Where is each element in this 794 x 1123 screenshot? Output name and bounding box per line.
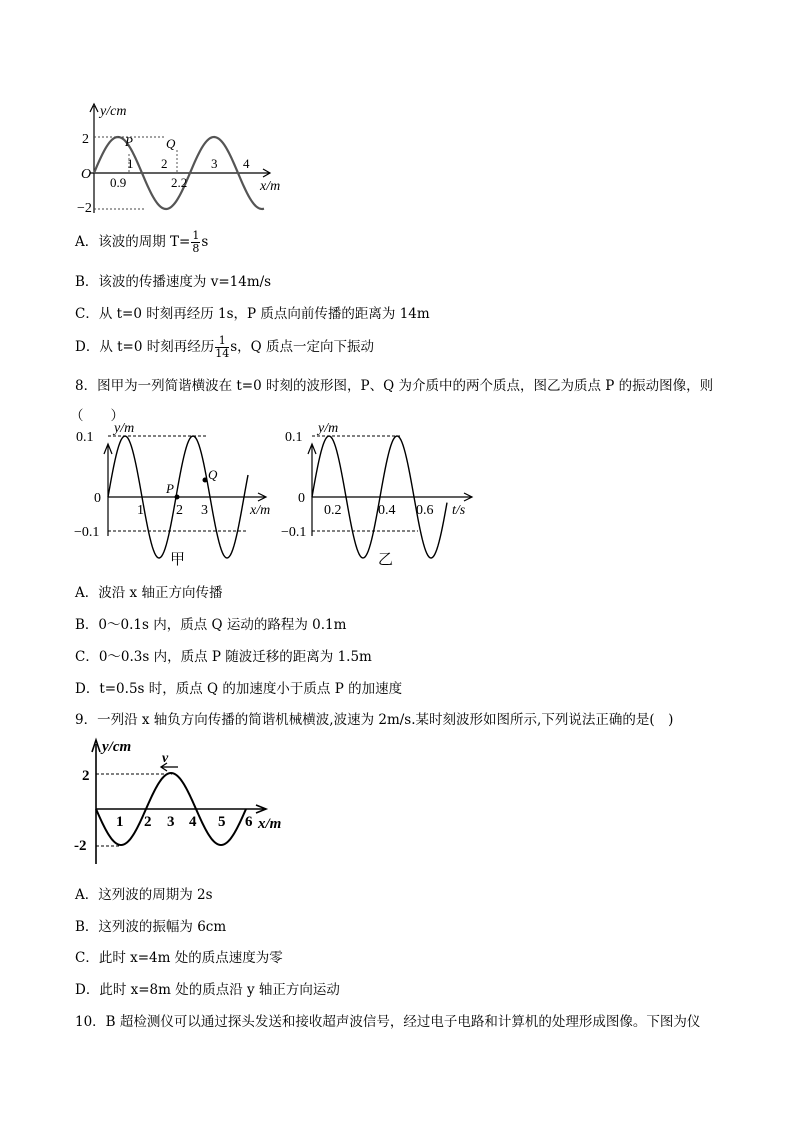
q8-option-c: C．0～0.3s 内，质点 P 随波迁移的距离为 1.5m bbox=[75, 649, 372, 665]
y-max-label: 2 bbox=[82, 132, 89, 147]
x-tick-1: 1 bbox=[116, 814, 124, 830]
t-axis-label: t/s bbox=[452, 503, 466, 518]
figure-caption: 乙 bbox=[378, 552, 394, 568]
x-tick-5: 5 bbox=[218, 814, 226, 830]
q7-option-b: B．该波的传播速度为 v=14m/s bbox=[75, 274, 272, 290]
t-tick-0-2: 0.2 bbox=[324, 503, 342, 518]
y-axis-label: y/m bbox=[114, 421, 135, 436]
figure-caption: 甲 bbox=[170, 552, 186, 568]
wave-graph-figure-1 bbox=[70, 98, 310, 218]
x-axis-label: x/m bbox=[250, 503, 271, 518]
y-max-label: 0.1 bbox=[76, 430, 94, 445]
wave-graph-figure-q9 bbox=[70, 732, 300, 867]
q9-option-d: D．此时 x=8m 处的质点沿 y 轴正方向运动 bbox=[75, 982, 340, 998]
x-tick-6: 6 bbox=[245, 814, 253, 830]
y-max-label: 0.1 bbox=[285, 430, 303, 445]
fraction: $\frac{1}{8}$ bbox=[192, 229, 200, 255]
q8-option-b: B．0～0.1s 内，质点 Q 运动的路程为 0.1m bbox=[75, 617, 347, 633]
y-axis-label: y/cm bbox=[100, 104, 127, 119]
x-tick-1: 1 bbox=[127, 156, 134, 171]
q7-option-a: A．该波的周期 T= $\frac{1}{8}$ s bbox=[75, 229, 209, 255]
x-tick-2: 2 bbox=[144, 814, 152, 830]
x-tick-1: 1 bbox=[137, 503, 144, 518]
x-tick-3: 3 bbox=[201, 503, 208, 518]
point-q-label: Q bbox=[208, 467, 218, 482]
velocity-label: v bbox=[162, 751, 169, 766]
point-p-label: P bbox=[125, 134, 133, 149]
point-p bbox=[175, 495, 180, 500]
x-tick-2: 2 bbox=[161, 156, 168, 171]
y-min-label: −0.1 bbox=[74, 525, 100, 540]
q10-stem: 10．B 超检测仪可以通过探头发送和接收超声波信号，经过电子电路和计算机的处理形成图像。下图为仪 bbox=[75, 1014, 701, 1030]
x-tick-3: 3 bbox=[211, 156, 218, 171]
q9-stem: 9．一列沿 x 轴负方向传播的简谐机械横波,波速为 2m/s.某时刻波形如图所示,下列说法正确的是( ) bbox=[75, 712, 674, 728]
x-mark-2-2: 2.2 bbox=[171, 175, 188, 190]
y-min-label: -2 bbox=[74, 838, 87, 854]
point-q bbox=[203, 478, 208, 483]
y-zero-label: 0 bbox=[298, 491, 305, 506]
t-tick-0-4: 0.4 bbox=[378, 503, 396, 518]
q7-option-d: D．从 t=0 时刻再经历 $\frac{1}{14}$ s，Q 质点一定向下振动 bbox=[75, 334, 375, 360]
x-tick-4: 4 bbox=[189, 814, 197, 830]
wave-graph-figure-jia bbox=[70, 421, 285, 574]
vibration-graph-figure-yi bbox=[281, 421, 482, 574]
x-axis-label: x/m bbox=[260, 179, 281, 194]
x-mark-0-9: 0.9 bbox=[110, 175, 127, 190]
x-tick-3: 3 bbox=[167, 814, 175, 830]
y-max-label: 2 bbox=[82, 768, 90, 784]
q9-option-a: A．这列波的周期为 2s bbox=[75, 887, 213, 903]
y-axis-label: y/m bbox=[318, 421, 339, 436]
q8-option-d: D．t=0.5s 时，质点 Q 的加速度小于质点 P 的加速度 bbox=[75, 681, 403, 697]
q9-option-b: B．这列波的振幅为 6cm bbox=[75, 919, 227, 935]
point-p-label: P bbox=[166, 481, 174, 496]
q7-option-c: C．从 t=0 时刻再经历 1s，P 质点向前传播的距离为 14m bbox=[75, 306, 430, 322]
y-zero-label: 0 bbox=[94, 491, 101, 506]
q8-option-a: A．波沿 x 轴正方向传播 bbox=[75, 585, 223, 601]
origin-label: O bbox=[81, 167, 92, 182]
y-axis-label: y/cm bbox=[102, 739, 132, 755]
q9-option-c: C．此时 x=4m 处的质点速度为零 bbox=[75, 950, 283, 966]
t-tick-0-6: 0.6 bbox=[416, 503, 434, 518]
y-min-label: −2 bbox=[77, 201, 92, 216]
x-tick-2: 2 bbox=[176, 503, 183, 518]
q8-stem-line-2: （ ） bbox=[70, 408, 124, 424]
x-tick-4: 4 bbox=[243, 156, 250, 171]
q8-stem-line-1: 8．图甲为一列简谐横波在 t=0 时刻的波形图，P、Q 为介质中的两个质点，图乙为质点 P 的振动图像，则 bbox=[75, 378, 714, 394]
point-q-label: Q bbox=[166, 136, 176, 151]
fraction: $\frac{1}{14}$ bbox=[215, 334, 230, 360]
y-min-label: −0.1 bbox=[281, 525, 307, 540]
x-axis-label: x/m bbox=[258, 816, 282, 832]
